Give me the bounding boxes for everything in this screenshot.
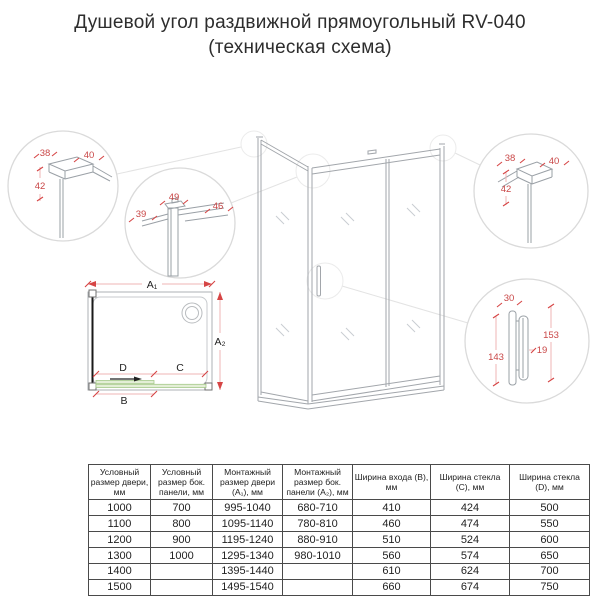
plan-view	[88, 290, 212, 390]
table-row: 1000 700 995-1040 680-710 410 424 500	[89, 500, 590, 516]
detail-top-right-profile	[497, 153, 569, 243]
dim-tl-42: 42	[34, 181, 46, 192]
door-track-green	[96, 381, 206, 388]
dim-tr-42: 42	[500, 184, 512, 195]
callout-circle-mid-left	[125, 168, 235, 278]
detail-handle	[488, 293, 559, 386]
handle-plate	[509, 311, 516, 385]
dim-handle-153: 153	[543, 330, 559, 341]
plan-label-c: C	[176, 362, 184, 374]
dim-ml-49: 49	[168, 192, 180, 203]
table-header-row	[89, 465, 590, 500]
dim-ml-46: 46	[212, 201, 224, 212]
col-door-nominal: Условный размер двери, мм	[89, 465, 151, 500]
col-panel-nominal: Условный размер бок. панели, мм	[151, 465, 213, 500]
plan-label-b: B	[120, 395, 128, 407]
table-row: 1200 900 1195-1240 880-910 510 524 600	[89, 532, 590, 548]
wall-profiles-plan	[89, 290, 212, 390]
side-panel	[256, 137, 308, 401]
door-divider	[386, 159, 389, 387]
title-line-2: (техническая схема)	[208, 37, 392, 59]
door-handle	[317, 266, 321, 296]
col-panel-mounting: Монтажный размер бок. панели (A₂), мм	[283, 465, 353, 500]
dim-tr-40: 40	[548, 156, 560, 167]
col-glass-d: Ширина стекла (D), мм	[510, 465, 590, 500]
dim-tr-38: 38	[504, 153, 516, 164]
enclosure-3d-view	[256, 137, 445, 409]
dim-ml-39: 39	[135, 209, 147, 220]
bottom-rail	[258, 376, 444, 409]
table-row: 1300 1000 1295-1340 980-1010 560 574 650	[89, 548, 590, 564]
size-table	[88, 464, 590, 596]
col-entry-width: Ширина входа (B), мм	[353, 465, 431, 500]
plan-label-a2: A₂	[214, 336, 226, 348]
detail-top-left-profile	[34, 148, 112, 238]
table-row: 1100 800 1095-1140 780-810 460 474 550	[89, 516, 590, 532]
sliding-door-plan	[96, 381, 154, 384]
drain-inner	[186, 307, 199, 320]
table-row: 1400 1395-1440 610 624 700	[89, 563, 590, 579]
callout-circle-handle	[465, 279, 589, 403]
plan-label-a1: A₁	[146, 279, 158, 291]
dim-handle-30: 30	[503, 293, 515, 304]
fixed-glass-plan	[96, 384, 206, 387]
plan-label-d: D	[119, 362, 127, 374]
title-line-1: Душевой угол раздвижной прямоугольный RV-040	[74, 12, 526, 33]
front-frame	[308, 144, 445, 404]
col-glass-c: Ширина стекла (C), мм	[431, 465, 510, 500]
col-door-mounting: Монтажный размер двери (A₁), мм	[213, 465, 283, 500]
dim-tl-38: 38	[39, 148, 51, 159]
dim-tl-40: 40	[83, 150, 95, 161]
dim-handle-143: 143	[488, 352, 504, 363]
table-row: 1500 1495-1540 660 674 750	[89, 579, 590, 595]
top-rail	[312, 149, 440, 174]
dim-handle-19: 19	[536, 345, 548, 356]
plan-tray	[93, 297, 207, 385]
glass-sparkles	[276, 204, 420, 340]
